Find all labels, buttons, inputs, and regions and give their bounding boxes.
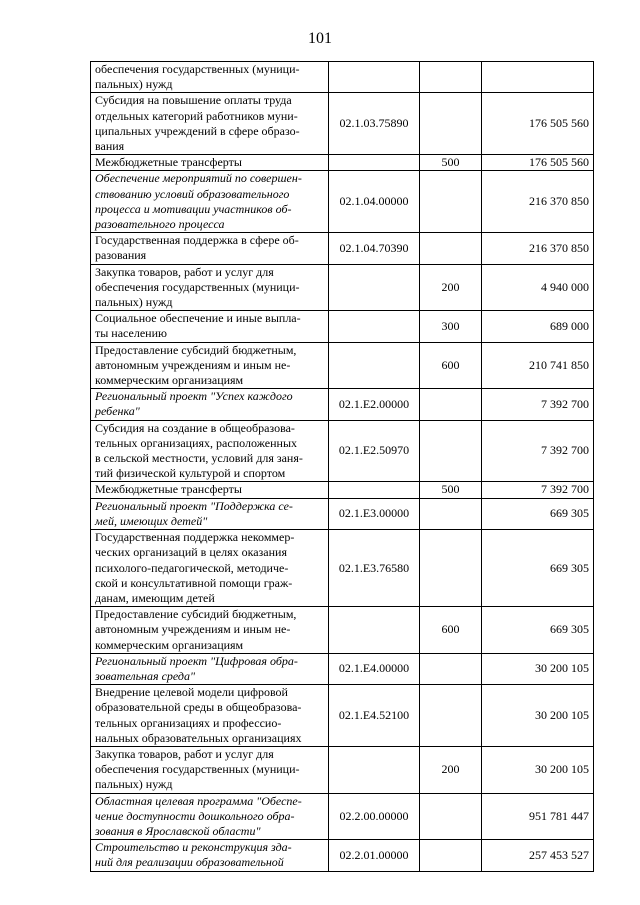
row-name-line: тий физической культурой и спортом (95, 466, 286, 481)
row-name-line: мей, имеющих детей" (95, 513, 208, 528)
row-name-line: обеспечения государственных (муници- (95, 62, 300, 76)
row-name-line: ствованию условий образовательного (95, 186, 290, 201)
row-code-cell (329, 607, 420, 654)
row-code-cell: 02.1.04.00000 (329, 171, 420, 233)
row-name-line: Межбюджетные трансферты (95, 155, 242, 170)
table-row (91, 155, 594, 171)
row-sum-cell: 176 505 560 (482, 93, 594, 155)
row-name-cell (91, 264, 329, 311)
table-row (91, 607, 594, 654)
row-name-line: ципальных учреждений в сфере образо- (95, 123, 300, 138)
row-expense-type-cell (420, 653, 482, 684)
row-name-cell (91, 233, 329, 264)
row-code-cell: 02.1.04.70390 (329, 233, 420, 264)
row-code-cell: 02.1.E3.00000 (329, 498, 420, 529)
table-row (91, 342, 594, 389)
row-code-cell: 02.2.01.00000 (329, 840, 420, 871)
row-name-line: автономным учреждениям и иным не- (95, 622, 291, 637)
table-row (91, 498, 594, 529)
row-name-line: психолого-педагогической, методиче- (95, 560, 289, 575)
row-code-cell (329, 311, 420, 342)
table-row (91, 420, 594, 482)
row-name-line: ской и консультативной помощи граж- (95, 575, 293, 590)
row-name-line: Субсидия на создание в общеобразова- (95, 420, 295, 435)
row-name-line: тельных организациях, расположенных (95, 435, 298, 450)
row-expense-type-cell (420, 530, 482, 607)
row-name-line: процесса и мотивации участников об- (95, 201, 292, 216)
row-name-cell (91, 62, 329, 93)
row-name-line: Обеспечение мероприятий по совершен- (95, 171, 302, 186)
row-expense-type-cell: 200 (420, 746, 482, 793)
row-code-cell: 02.1.E3.76580 (329, 530, 420, 607)
row-name-line: пальных) нужд (95, 77, 173, 92)
row-name-line: ты населению (95, 326, 167, 341)
row-expense-type-cell (420, 93, 482, 155)
row-name-cell (91, 498, 329, 529)
page-number: 101 (308, 30, 332, 47)
row-name-line: Региональный проект "Цифровая обра- (95, 653, 298, 668)
row-sum-cell: 30 200 105 (482, 746, 594, 793)
row-name-line: разования (95, 248, 147, 263)
row-sum-cell: 4 940 000 (482, 264, 594, 311)
row-name-cell (91, 746, 329, 793)
row-expense-type-cell (420, 171, 482, 233)
row-name-line: обеспечения государственных (муници- (95, 279, 300, 294)
row-code-cell (329, 264, 420, 311)
row-name-cell (91, 840, 329, 871)
row-sum-cell: 30 200 105 (482, 653, 594, 684)
row-name-line: Закупка товаров, работ и услуг для (95, 746, 274, 761)
row-name-line: автономным учреждениям и иным не- (95, 357, 291, 372)
row-sum-cell: 689 000 (482, 311, 594, 342)
row-expense-type-cell (420, 389, 482, 420)
row-name-cell (91, 653, 329, 684)
row-name-line: зования в Ярославской области" (95, 823, 261, 838)
row-sum-cell: 7 392 700 (482, 482, 594, 498)
row-name-line: Закупка товаров, работ и услуг для (95, 264, 274, 279)
row-expense-type-cell (420, 62, 482, 93)
row-sum-cell: 669 305 (482, 607, 594, 654)
table-row (91, 264, 594, 311)
budget-table-body (91, 62, 594, 872)
row-code-cell (329, 482, 420, 498)
table-row (91, 62, 594, 93)
row-name-cell (91, 93, 329, 155)
row-name-line: образовательной среды в общеобразова- (95, 700, 302, 715)
row-code-cell (329, 62, 420, 93)
row-name-cell (91, 342, 329, 389)
row-name-line: Предоставление субсидий бюджетным, (95, 607, 297, 622)
row-code-cell (329, 155, 420, 171)
row-name-cell (91, 685, 329, 747)
row-name-line: обеспечения государственных (муници- (95, 762, 300, 777)
row-code-cell: 02.1.E2.00000 (329, 389, 420, 420)
row-name-line: чение доступности дошкольного обра- (95, 808, 295, 823)
row-code-cell: 02.1.03.75890 (329, 93, 420, 155)
row-name-cell (91, 793, 329, 840)
row-expense-type-cell (420, 233, 482, 264)
row-sum-cell: 216 370 850 (482, 233, 594, 264)
row-expense-type-cell: 600 (420, 342, 482, 389)
row-name-line: Государственная поддержка в сфере об- (95, 233, 299, 248)
row-name-line: вания (95, 139, 125, 154)
row-sum-cell: 210 741 850 (482, 342, 594, 389)
row-sum-cell: 669 305 (482, 530, 594, 607)
row-name-line: нальных образовательных организациях (95, 730, 302, 745)
table-row (91, 171, 594, 233)
row-sum-cell: 951 781 447 (482, 793, 594, 840)
row-expense-type-cell: 500 (420, 482, 482, 498)
row-name-line: разовательного процесса (95, 217, 225, 232)
table-row (91, 793, 594, 840)
row-name-line: Государственная поддержка некоммер- (95, 530, 295, 545)
row-sum-cell: 7 392 700 (482, 420, 594, 482)
row-sum-cell: 216 370 850 (482, 171, 594, 233)
row-name-line: Строительство и реконструкция зда- (95, 840, 292, 855)
row-expense-type-cell (420, 793, 482, 840)
row-name-line: ребенка" (95, 404, 140, 419)
row-sum-cell: 30 200 105 (482, 685, 594, 747)
row-name-cell (91, 607, 329, 654)
row-code-cell: 02.1.E2.50970 (329, 420, 420, 482)
row-name-line: Региональный проект "Поддержка се- (95, 498, 293, 513)
row-expense-type-cell (420, 840, 482, 871)
table-row (91, 233, 594, 264)
row-name-line: Предоставление субсидий бюджетным, (95, 342, 297, 357)
row-code-cell: 02.1.E4.52100 (329, 685, 420, 747)
row-expense-type-cell: 500 (420, 155, 482, 171)
row-expense-type-cell: 300 (420, 311, 482, 342)
row-sum-cell: 7 392 700 (482, 389, 594, 420)
row-sum-cell: 669 305 (482, 498, 594, 529)
row-name-line: коммерческим организациям (95, 373, 244, 388)
row-name-line: ний для реализации образовательной (95, 855, 284, 870)
row-name-line: Субсидия на повышение оплаты труда (95, 93, 292, 108)
row-name-line: Региональный проект "Успех каждого (95, 389, 293, 404)
row-expense-type-cell: 200 (420, 264, 482, 311)
table-row (91, 311, 594, 342)
row-name-cell (91, 311, 329, 342)
row-name-cell (91, 171, 329, 233)
row-code-cell (329, 342, 420, 389)
row-name-line: коммерческим организациям (95, 637, 244, 652)
row-name-cell (91, 420, 329, 482)
row-name-line: тельных организациях и профессио- (95, 715, 282, 730)
row-code-cell: 02.2.00.00000 (329, 793, 420, 840)
table-row (91, 530, 594, 607)
row-name-line: пальных) нужд (95, 295, 173, 310)
row-sum-cell (482, 62, 594, 93)
row-name-line: отдельных категорий работников муни- (95, 108, 298, 123)
row-expense-type-cell (420, 498, 482, 529)
row-expense-type-cell: 600 (420, 607, 482, 654)
row-name-line: Областная целевая программа "Обеспе- (95, 793, 302, 808)
row-name-line: в сельской местности, условий для заня- (95, 451, 303, 466)
row-name-line: Внедрение целевой модели цифровой (95, 685, 288, 700)
row-expense-type-cell (420, 685, 482, 747)
row-name-line: пальных) нужд (95, 777, 173, 792)
row-name-cell (91, 530, 329, 607)
row-sum-cell: 176 505 560 (482, 155, 594, 171)
row-code-cell: 02.1.E4.00000 (329, 653, 420, 684)
row-expense-type-cell (420, 420, 482, 482)
row-name-cell (91, 389, 329, 420)
row-name-line: Межбюджетные трансферты (95, 482, 242, 497)
table-row (91, 685, 594, 747)
table-row (91, 93, 594, 155)
row-code-cell (329, 746, 420, 793)
row-name-line: данам, имеющим детей (95, 590, 215, 605)
budget-table (90, 61, 594, 872)
table-row (91, 746, 594, 793)
table-row (91, 840, 594, 871)
row-name-line: Социальное обеспечение и иные выпла- (95, 311, 301, 326)
row-name-line: ческих организаций в целях оказания (95, 545, 287, 560)
row-sum-cell: 257 453 527 (482, 840, 594, 871)
table-row (91, 482, 594, 498)
table-row (91, 653, 594, 684)
row-name-cell (91, 482, 329, 498)
table-row (91, 389, 594, 420)
row-name-line: зовательная среда" (95, 668, 196, 683)
row-name-cell (91, 155, 329, 171)
